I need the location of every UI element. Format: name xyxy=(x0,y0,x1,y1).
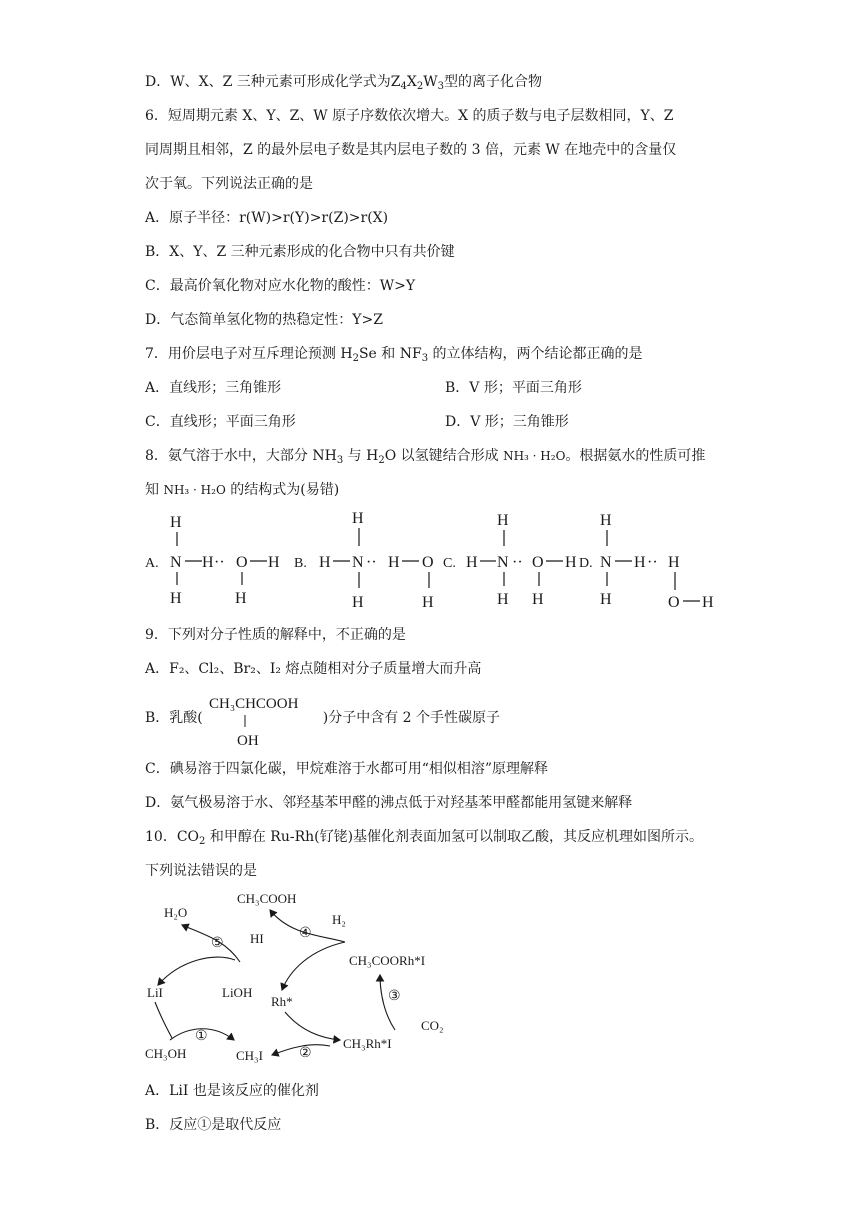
q7-option-a: A．直线形；三角锥形 xyxy=(145,380,282,396)
label-ch3coorh: CH₃COORh*I xyxy=(349,953,426,968)
q6-option-d: D．气态简单氢化物的热稳定性：Y>Z xyxy=(145,312,383,328)
struct-d-h-o: H xyxy=(702,594,714,611)
struct-a-h-mid: H xyxy=(202,554,214,571)
step-5: ⑤ xyxy=(211,936,224,951)
q10-stem-line1: 10．$CO_2$ 和甲醇在 Ru-Rh(钌铑)基催化剂表面加氢可以制取乙酸，其反应机理如图所示。 xyxy=(145,829,704,847)
struct-d-label: D. xyxy=(579,556,593,571)
label-acetic-acid: CH₃COOH xyxy=(237,891,297,906)
q8-stem-line2: 知 NH₃ · H₂O 的结构式为(易错) xyxy=(145,482,340,498)
struct-a-dots: ·· xyxy=(214,554,225,571)
label-lioh: LiOH xyxy=(222,985,253,1000)
struct-b-h-left: H xyxy=(319,554,331,571)
label-lii: LiI xyxy=(147,985,163,1000)
struct-d-h-top: H xyxy=(600,512,612,529)
struct-a-n: N xyxy=(170,554,182,571)
label-h2o: H₂O xyxy=(164,905,188,920)
struct-b-h-mid: H xyxy=(388,554,400,571)
struct-a-h-top: H xyxy=(170,514,182,531)
struct-c-h-left: H xyxy=(466,554,478,571)
struct-c-n: N xyxy=(497,554,509,571)
q6-stem-line1: 6．短周期元素 X、Y、Z、W 原子序数依次增大。X 的质子数与电子层数相同，Y、Z xyxy=(145,108,674,124)
svg-text:CH₃CHCOOH: CH₃CHCOOH xyxy=(209,696,299,712)
q7-stem: 7．用价层电子对互斥理论预测 $H_2Se$ 和 $NF_3$ 的立体结构，两个结论都正确的是 xyxy=(145,346,643,364)
struct-d-o: O xyxy=(668,594,680,611)
struct-c-o: O xyxy=(532,554,544,571)
struct-d-dots: ·· xyxy=(647,554,658,571)
q6-option-c: C．最高价氧化物对应水化物的酸性：W>Y xyxy=(145,278,416,294)
q9-option-c: C．碘易溶于四氯化碳，甲烷难溶于水都可用“相似相溶”原理解释 xyxy=(145,761,549,777)
q9-option-a: A．F₂、Cl₂、Br₂、I₂ 熔点随相对分子质量增大而升高 xyxy=(145,661,482,677)
q7-option-b: B．V 形；平面三角形 xyxy=(445,380,582,396)
struct-a-label: A. xyxy=(145,556,159,571)
label-ch3i: CH₃I xyxy=(236,1048,263,1063)
label-h2: H₂ xyxy=(332,912,346,927)
struct-c-h-right: H xyxy=(565,554,577,571)
label-ch3rh: CH₃Rh*I xyxy=(343,1036,392,1051)
struct-d-h-mid: H xyxy=(634,554,646,571)
label-ch3oh: CH₃OH xyxy=(145,1046,187,1061)
struct-a-o: O xyxy=(236,554,248,571)
step-2: ② xyxy=(299,1046,312,1061)
struct-c-label: C. xyxy=(443,556,456,571)
q6-option-a: A．原子半径：r(W)>r(Y)>r(Z)>r(X) xyxy=(145,210,389,226)
svg-text:OH: OH xyxy=(237,733,259,749)
q10-stem-line2: 下列说法错误的是 xyxy=(145,863,257,879)
struct-c-dots: ·· xyxy=(512,554,523,571)
q9-option-d: D．氨气极易溶于水、邻羟基苯甲醛的沸点低于对羟基苯甲醛都能用氢键来解释 xyxy=(145,795,633,811)
label-hi: HI xyxy=(250,931,264,946)
q9-option-b: B．乳酸( )分子中含有 2 个手性碳原子 xyxy=(145,710,501,726)
q6-option-b: B．X、Y、Z 三种元素形成的化合物中只有共价键 xyxy=(145,244,455,260)
struct-b-n: N xyxy=(352,554,364,571)
struct-b-o: O xyxy=(422,554,434,571)
q10-option-b: B．反应①是取代反应 xyxy=(145,1117,282,1133)
struct-d-n: N xyxy=(600,554,612,571)
struct-d-h-right: H xyxy=(668,554,680,571)
q8-stem-line1: 8．氨气溶于水中，大部分 $NH_3$ 与 $H_2O$ 以氢键结合形成 NH₃ · H₂O。根据氨水的性质可推 xyxy=(145,448,706,466)
step-4: ④ xyxy=(299,926,312,941)
step-3: ③ xyxy=(388,989,401,1004)
struct-d-h-bottom: H xyxy=(600,591,612,608)
q5-option-d: D．W、X、Z 三种元素可形成化学式为$Z_4X_2W_3$型的离子化合物 xyxy=(145,74,542,92)
struct-a-h-bottom: H xyxy=(170,590,182,607)
struct-a-h-o-bottom: H xyxy=(235,590,247,607)
q9-stem: 9．下列对分子性质的解释中，不正确的是 xyxy=(145,627,406,643)
struct-b-label: B. xyxy=(294,556,307,571)
q7-option-c: C．直线形；平面三角形 xyxy=(145,414,296,430)
q7-option-d: D．V 形；三角锥形 xyxy=(445,414,569,430)
label-rh: Rh* xyxy=(271,994,293,1009)
struct-b-h-top: H xyxy=(352,510,364,527)
struct-c-h-o-bottom: H xyxy=(532,591,544,608)
struct-b-h-bottom: H xyxy=(352,594,364,611)
struct-a-h-right: H xyxy=(268,554,280,571)
label-co2: CO₂ xyxy=(421,1018,444,1033)
struct-b-dots: ·· xyxy=(366,554,377,571)
q6-stem-line3: 次于氧。下列说法正确的是 xyxy=(145,176,313,192)
struct-b-h-o-bottom: H xyxy=(422,594,434,611)
q6-stem-line2: 同周期且相邻，Z 的最外层电子数是其内层电子数的 3 倍，元素 W 在地壳中的含量仅 xyxy=(145,142,677,158)
step-1: ① xyxy=(195,1029,208,1044)
struct-c-h-top: H xyxy=(497,512,509,529)
q10-option-a: A．LiI 也是该反应的催化剂 xyxy=(145,1083,319,1099)
struct-c-h-bottom: H xyxy=(497,591,509,608)
